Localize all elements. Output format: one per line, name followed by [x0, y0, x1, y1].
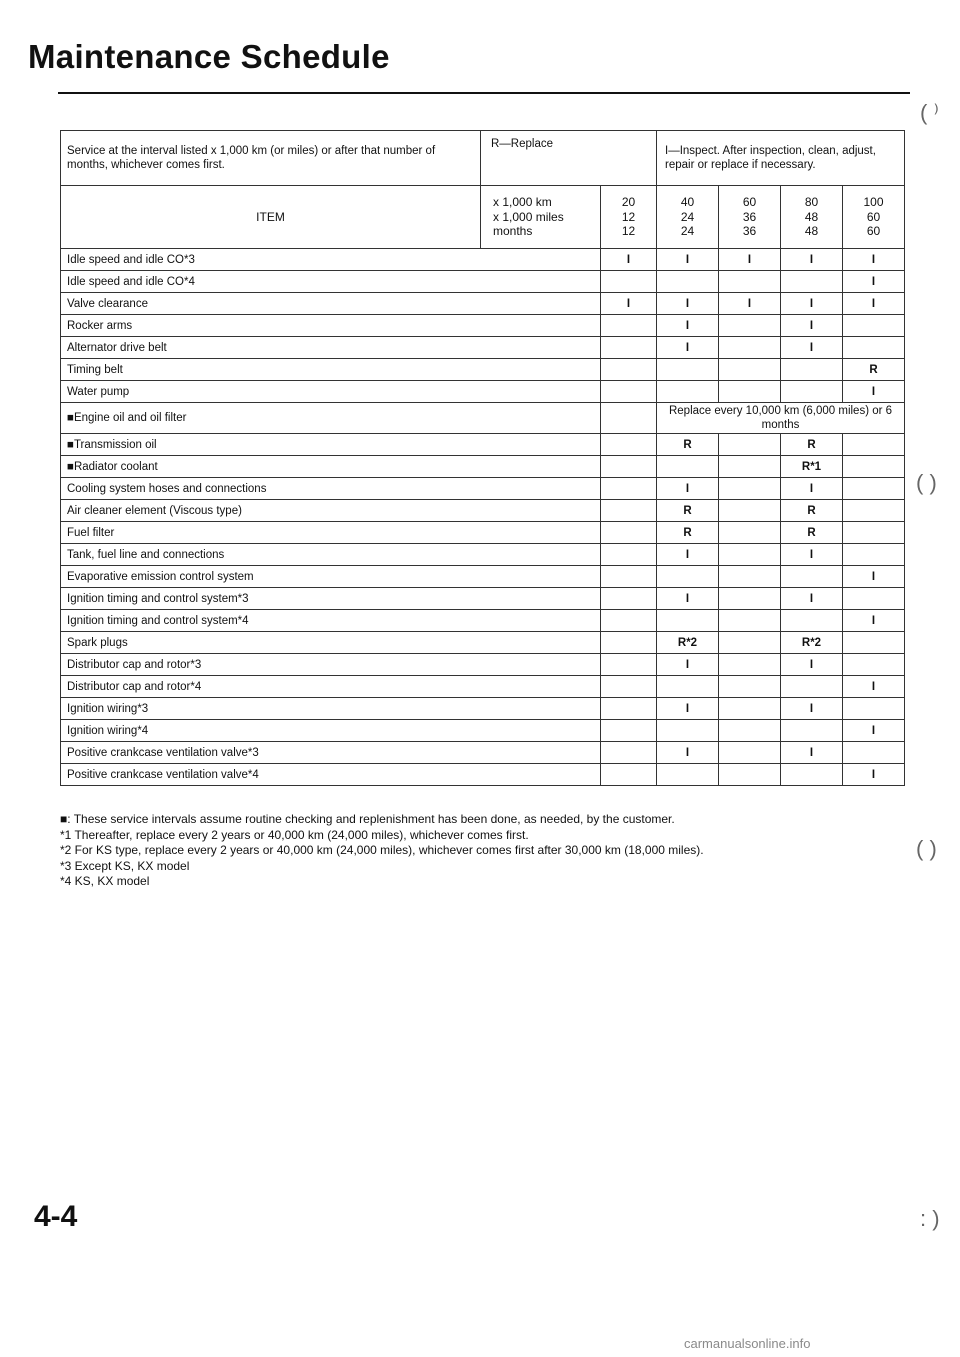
oil-change-interval: Replace every 10,000 km (6,000 miles) or 6 months [657, 403, 905, 434]
interval-cell [657, 271, 719, 293]
table-row [61, 764, 905, 786]
margin-mark: ( ) [916, 836, 937, 861]
table-row [61, 456, 905, 478]
interval-cell [719, 315, 781, 337]
replace-legend: R—Replace [481, 131, 657, 186]
interval-cell [719, 764, 781, 786]
interval-cell [843, 522, 905, 544]
interval-cell: I [719, 293, 781, 315]
interval-cell [843, 315, 905, 337]
item-label: Idle speed and idle CO*4 [61, 271, 601, 293]
item-label: Ignition timing and control system*4 [61, 610, 601, 632]
table-row [61, 522, 905, 544]
interval-cell [719, 434, 781, 456]
interval-cell [719, 381, 781, 403]
item-column-header: ITEM [61, 186, 481, 249]
interval-cell [843, 588, 905, 610]
table-row [61, 610, 905, 632]
interval-cell [601, 566, 657, 588]
interval-cell: I [657, 478, 719, 500]
table-row [61, 720, 905, 742]
item-label: Valve clearance [61, 293, 601, 315]
interval-cell [601, 588, 657, 610]
table-row [61, 315, 905, 337]
interval-cell [719, 544, 781, 566]
table-row [61, 742, 905, 764]
interval-cell [719, 698, 781, 720]
interval-cell: I [843, 381, 905, 403]
interval-cell: I [719, 249, 781, 271]
footnotes [60, 812, 920, 890]
interval-km: 60 [742, 195, 757, 210]
interval-miles: 48 [804, 209, 819, 224]
interval-cell [601, 544, 657, 566]
interval-cell: I [601, 293, 657, 315]
interval-cell [601, 676, 657, 698]
interval-cell [843, 698, 905, 720]
interval-cell: I [657, 654, 719, 676]
interval-cell: R*2 [781, 632, 843, 654]
page-number: 4-4 [34, 1200, 78, 1233]
service-interval-note: Service at the interval listed x 1,000 km (or miles) or after that number of months, whichever comes first. [61, 131, 481, 186]
inspect-legend: I—Inspect. After inspection, clean, adjust, repair or replace if necessary. [657, 131, 905, 186]
table-row [61, 403, 905, 434]
interval-cell: I [843, 249, 905, 271]
interval-cell [719, 500, 781, 522]
interval-cell [657, 676, 719, 698]
interval-cell [601, 610, 657, 632]
interval-cell: I [781, 293, 843, 315]
interval-miles: 36 [742, 209, 757, 224]
title-rule [58, 92, 910, 94]
item-label: Rocker arms [61, 315, 601, 337]
interval-cell [601, 500, 657, 522]
footnote: *2 For KS type, replace every 2 years or 40,000 km (24,000 miles), whichever comes first after 30,000 km (18,000 miles). [60, 843, 704, 858]
item-label: Ignition wiring*3 [61, 698, 601, 720]
interval-cell [657, 381, 719, 403]
interval-cell [719, 271, 781, 293]
interval-cell [601, 271, 657, 293]
interval-cell [719, 720, 781, 742]
item-label: Timing belt [61, 359, 601, 381]
interval-cell: I [601, 249, 657, 271]
item-label: Positive crankcase ventilation valve*3 [61, 742, 601, 764]
interval-cell [719, 632, 781, 654]
interval-cell [719, 566, 781, 588]
table-row [61, 544, 905, 566]
interval-cell [601, 698, 657, 720]
interval-cell [781, 610, 843, 632]
interval-cell [601, 359, 657, 381]
item-label: Ignition timing and control system*3 [61, 588, 601, 610]
interval-col [843, 186, 905, 249]
interval-cell [601, 478, 657, 500]
interval-cell: I [781, 742, 843, 764]
interval-cell [843, 500, 905, 522]
interval-cell: R [781, 522, 843, 544]
interval-cell [843, 742, 905, 764]
page-title: Maintenance Schedule [28, 38, 390, 75]
interval-miles: 60 [866, 209, 881, 224]
interval-cell [657, 566, 719, 588]
interval-cell [601, 632, 657, 654]
item-label: Evaporative emission control system [61, 566, 601, 588]
item-label: Positive crankcase ventilation valve*4 [61, 764, 601, 786]
item-label: Fuel filter [61, 522, 601, 544]
interval-miles: 24 [680, 209, 695, 224]
interval-cell [657, 720, 719, 742]
item-label: Air cleaner element (Viscous type) [61, 500, 601, 522]
interval-cell: I [843, 764, 905, 786]
interval-cell [843, 544, 905, 566]
interval-cell [719, 742, 781, 764]
interval-col [781, 186, 843, 249]
item-label: Ignition wiring*4 [61, 720, 601, 742]
interval-col [719, 186, 781, 249]
margin-mark: ( ⁾ [920, 100, 939, 125]
interval-cell [657, 359, 719, 381]
margin-mark: ( ) [916, 470, 937, 495]
interval-cell: I [657, 293, 719, 315]
interval-cell: R*1 [781, 456, 843, 478]
interval-cell [601, 764, 657, 786]
interval-cell: I [843, 271, 905, 293]
interval-cell: R [781, 434, 843, 456]
interval-cell [657, 764, 719, 786]
maintenance-schedule-table [60, 130, 905, 786]
interval-cell [781, 566, 843, 588]
interval-km: 40 [680, 195, 695, 210]
watermark: carmanualsonline.info [684, 1336, 811, 1351]
legend-row [61, 131, 905, 186]
table-row [61, 271, 905, 293]
interval-cell [781, 381, 843, 403]
interval-months: 60 [866, 224, 881, 239]
interval-cell [601, 522, 657, 544]
margin-mark: : ) [920, 1206, 940, 1231]
interval-cell [601, 337, 657, 359]
interval-cell [719, 337, 781, 359]
interval-months: 12 [621, 224, 636, 239]
item-label: Spark plugs [61, 632, 601, 654]
interval-cell [843, 478, 905, 500]
table-row [61, 478, 905, 500]
interval-cell: I [843, 720, 905, 742]
item-label: Alternator drive belt [61, 337, 601, 359]
interval-cell [719, 676, 781, 698]
item-label: Water pump [61, 381, 601, 403]
interval-cell [601, 720, 657, 742]
interval-cell [601, 315, 657, 337]
footnote: ■: These service intervals assume routine checking and replenishment has been done, as needed, by the customer. [60, 812, 675, 826]
interval-months: 48 [804, 224, 819, 239]
interval-cell: I [781, 315, 843, 337]
interval-cell [781, 764, 843, 786]
interval-cell: I [781, 544, 843, 566]
interval-cell [719, 654, 781, 676]
footnote: *4 KS, KX model [60, 874, 150, 889]
table-row [61, 698, 905, 720]
table-row [61, 632, 905, 654]
interval-cell [781, 271, 843, 293]
interval-cell [843, 632, 905, 654]
item-label: ■Radiator coolant [61, 456, 601, 478]
interval-miles: 12 [621, 209, 636, 224]
interval-cell: I [657, 337, 719, 359]
interval-cell: I [843, 293, 905, 315]
table-row [61, 676, 905, 698]
footnote: *1 Thereafter, replace every 2 years or 40,000 km (24,000 miles), whichever comes first. [60, 827, 529, 842]
unit-km: x 1,000 km [493, 195, 552, 210]
interval-cell: I [657, 742, 719, 764]
interval-months: 24 [680, 224, 695, 239]
table-row [61, 434, 905, 456]
interval-cell: I [781, 337, 843, 359]
unit-miles: x 1,000 miles [493, 209, 564, 224]
interval-cell [843, 654, 905, 676]
unit-months: months [493, 224, 533, 239]
interval-cell: R [657, 522, 719, 544]
interval-km: 100 [863, 195, 884, 210]
interval-cell: I [781, 698, 843, 720]
footnote: *3 Except KS, KX model [60, 858, 190, 873]
interval-cell [601, 654, 657, 676]
interval-cell: I [781, 249, 843, 271]
interval-km: 20 [621, 195, 636, 210]
table-row [61, 249, 905, 271]
item-label: Idle speed and idle CO*3 [61, 249, 601, 271]
interval-cell: R [657, 500, 719, 522]
interval-cell [843, 337, 905, 359]
interval-cell [719, 610, 781, 632]
interval-cell: R*2 [657, 632, 719, 654]
table-row [61, 381, 905, 403]
interval-col [657, 186, 719, 249]
table-row [61, 566, 905, 588]
interval-cell [719, 359, 781, 381]
interval-cell: I [657, 544, 719, 566]
table-row [61, 293, 905, 315]
interval-col [601, 186, 657, 249]
interval-cell [657, 610, 719, 632]
interval-cell: R [657, 434, 719, 456]
interval-cell: I [657, 588, 719, 610]
interval-header-row [61, 186, 905, 249]
table-row [61, 500, 905, 522]
interval-cell [719, 588, 781, 610]
item-label: Distributor cap and rotor*3 [61, 654, 601, 676]
item-label: Tank, fuel line and connections [61, 544, 601, 566]
interval-cell [657, 456, 719, 478]
item-label: ■Engine oil and oil filter [61, 403, 601, 434]
interval-cell: I [843, 676, 905, 698]
interval-cell [719, 478, 781, 500]
interval-cell [781, 676, 843, 698]
table-row [61, 359, 905, 381]
table-row [61, 337, 905, 359]
interval-cell [601, 742, 657, 764]
table-row [61, 588, 905, 610]
interval-cell [601, 456, 657, 478]
item-label: Distributor cap and rotor*4 [61, 676, 601, 698]
interval-cell: I [781, 478, 843, 500]
table-row [61, 654, 905, 676]
interval-cell: R [781, 500, 843, 522]
item-label: ■Transmission oil [61, 434, 601, 456]
interval-cell: I [781, 588, 843, 610]
interval-cell: I [843, 566, 905, 588]
interval-cell: I [781, 654, 843, 676]
interval-cell [719, 522, 781, 544]
interval-cell [601, 381, 657, 403]
item-label: Cooling system hoses and connections [61, 478, 601, 500]
interval-cell [719, 456, 781, 478]
interval-cell [843, 434, 905, 456]
interval-units [481, 186, 601, 249]
interval-cell [843, 456, 905, 478]
interval-cell [781, 720, 843, 742]
schedule-rows [61, 249, 905, 786]
interval-cell [781, 359, 843, 381]
interval-cell: I [657, 249, 719, 271]
interval-cell [601, 403, 657, 434]
interval-cell: I [657, 698, 719, 720]
interval-km: 80 [804, 195, 819, 210]
interval-cell: I [843, 610, 905, 632]
interval-months: 36 [742, 224, 757, 239]
interval-cell: R [843, 359, 905, 381]
interval-cell: I [657, 315, 719, 337]
interval-cell [601, 434, 657, 456]
